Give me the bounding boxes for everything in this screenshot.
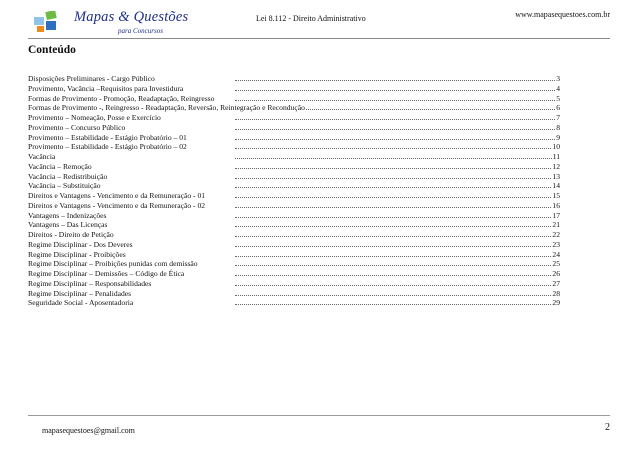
toc-entry-title: Direitos - Direito de Petição	[28, 230, 114, 239]
toc-entry-title: Regime Disciplinar – Proibições punidas com demissão	[28, 259, 198, 269]
toc-dot-leader	[235, 304, 551, 305]
toc-entry-title: Vacância – Remoção	[28, 161, 92, 171]
toc-dot-leader	[235, 275, 551, 276]
header-divider	[28, 38, 610, 39]
toc-heading: Conteúdo	[28, 44, 76, 56]
toc-entry-page: 28	[552, 288, 560, 298]
toc-entry-title: Formas de Provimento - Promoção, Readaptação, Reingresso	[28, 93, 215, 103]
toc-entry[interactable]	[28, 220, 560, 230]
toc-entry-title: Direitos e Vantagens - Vencimento e da Remuneração - 02	[28, 200, 206, 210]
toc-entry[interactable]	[28, 240, 560, 250]
toc-dot-leader	[235, 197, 551, 198]
toc-entry-title: Provimento – Estabilidade - Estágio Probatório – 01	[28, 132, 187, 142]
toc-dot-leader	[235, 295, 551, 296]
toc-dot-leader	[235, 226, 551, 227]
toc-entry[interactable]	[28, 181, 560, 191]
toc-entry[interactable]	[28, 298, 560, 308]
footer-divider	[28, 415, 610, 416]
toc-dot-leader	[235, 236, 551, 237]
toc-entry-title: Direitos e Vantagens - Vencimento e da Remuneração - 01	[28, 191, 206, 200]
toc-entry[interactable]	[28, 201, 560, 211]
toc-entry-page: 5	[556, 93, 560, 103]
toc-dot-leader	[235, 158, 552, 159]
toc-entry-page: 3	[556, 74, 560, 83]
toc-entry-title: Disposições Preliminares - Cargo Público	[28, 74, 155, 83]
toc-entry-page: 11	[552, 152, 560, 161]
toc-dot-leader	[306, 109, 555, 110]
toc-entry[interactable]	[28, 103, 560, 113]
toc-entry[interactable]	[28, 250, 560, 260]
toc-entry-page: 4	[556, 83, 560, 93]
toc-entry-page: 25	[552, 259, 560, 269]
toc-dot-leader	[235, 246, 551, 247]
toc-entry-title: Provimento – Concurso Público	[28, 122, 126, 132]
toc-entry-page: 21	[552, 220, 560, 230]
toc-dot-leader	[235, 119, 555, 120]
toc-dot-leader	[235, 207, 551, 208]
toc-entry[interactable]	[28, 259, 560, 269]
toc-dot-leader	[235, 256, 551, 257]
toc-entry-title: Regime Disciplinar - Dos Deveres	[28, 239, 133, 249]
toc-entry[interactable]	[28, 133, 560, 143]
toc-entry[interactable]	[28, 123, 560, 133]
footer-email[interactable]: mapasequestoes@gmail.com	[42, 426, 135, 435]
toc-entry-title: Provimento – Estabilidade - Estágio Probatório – 02	[28, 142, 187, 152]
toc-entry-title: Regime Disciplinar – Penalidades	[28, 288, 132, 298]
toc-entry-title: Formas de Provimento -, Reingresso - Readaptação, Reversão, Reintegração e Recondução	[28, 103, 305, 113]
toc-entry-page: 27	[552, 278, 560, 288]
toc-dot-leader	[235, 80, 555, 81]
page-number: 2	[605, 422, 610, 433]
table-of-contents	[28, 74, 560, 308]
toc-dot-leader	[235, 129, 555, 130]
toc-entry[interactable]	[28, 289, 560, 299]
toc-entry[interactable]	[28, 113, 560, 123]
toc-dot-leader	[235, 168, 551, 169]
toc-entry-title: Vacância – Redistribuição	[28, 171, 108, 181]
toc-entry-page: 14	[552, 181, 560, 191]
toc-entry[interactable]	[28, 142, 560, 152]
toc-entry[interactable]	[28, 94, 560, 104]
toc-dot-leader	[235, 217, 551, 218]
toc-dot-leader	[235, 148, 551, 149]
toc-entry-page: 6	[556, 103, 560, 113]
toc-entry-page: 12	[552, 161, 560, 171]
toc-entry[interactable]	[28, 230, 560, 240]
mapas-questoes-logo-icon	[34, 11, 58, 33]
toc-entry[interactable]	[28, 191, 560, 201]
toc-entry-page: 29	[552, 298, 560, 308]
toc-entry-page: 8	[556, 122, 560, 132]
toc-entry-page: 22	[552, 230, 560, 239]
toc-entry-title: Vacância – Substituição	[28, 181, 101, 191]
toc-entry-page: 15	[552, 191, 560, 200]
toc-entry-title: Regime Disciplinar - Proibições	[28, 249, 126, 259]
toc-entry-title: Vantagens – Indenizações	[28, 210, 107, 220]
toc-entry-title: Vacância	[28, 152, 56, 161]
toc-entry[interactable]	[28, 74, 560, 84]
toc-dot-leader	[235, 178, 551, 179]
toc-entry[interactable]	[28, 162, 560, 172]
toc-entry[interactable]	[28, 279, 560, 289]
toc-entry-title: Regime Disciplinar – Responsabilidades	[28, 278, 152, 288]
toc-entry-page: 24	[552, 249, 560, 259]
toc-entry-page: 16	[552, 200, 560, 210]
toc-entry[interactable]	[28, 84, 560, 94]
toc-entry[interactable]	[28, 211, 560, 221]
toc-entry-title: Provimento – Nomeação, Posse e Exercício	[28, 113, 161, 122]
toc-dot-leader	[235, 187, 551, 188]
toc-entry-page: 9	[556, 132, 560, 142]
toc-entry[interactable]	[28, 172, 560, 182]
toc-entry-page: 10	[552, 142, 560, 152]
page-header	[0, 0, 638, 40]
toc-entry-title: Seguridade Social - Aposentadoria	[28, 298, 134, 308]
brand-tagline: para Concursos	[118, 27, 163, 35]
toc-entry-page: 17	[552, 210, 560, 220]
document-title: Lei 8.112 - Direito Administrativo	[256, 14, 366, 23]
toc-entry-title: Regime Disciplinar – Demissões – Código de Ética	[28, 269, 185, 278]
website-url[interactable]: www.mapasequestoes.com.br	[515, 10, 610, 19]
toc-entry-title: Provimento, Vacância –Requisitos para Investidura	[28, 83, 184, 93]
toc-entry-title: Vantagens – Das Licenças	[28, 220, 108, 230]
toc-entry[interactable]	[28, 269, 560, 279]
toc-dot-leader	[235, 100, 555, 101]
toc-entry-page: 7	[556, 113, 560, 122]
toc-dot-leader	[235, 139, 555, 140]
toc-entry-page: 13	[552, 171, 560, 181]
toc-dot-leader	[235, 285, 551, 286]
toc-entry-page: 26	[552, 269, 560, 278]
toc-dot-leader	[235, 265, 551, 266]
toc-dot-leader	[235, 90, 555, 91]
brand-name: Mapas & Questões	[74, 9, 189, 25]
toc-entry[interactable]	[28, 152, 560, 162]
toc-entry-page: 23	[552, 239, 560, 249]
